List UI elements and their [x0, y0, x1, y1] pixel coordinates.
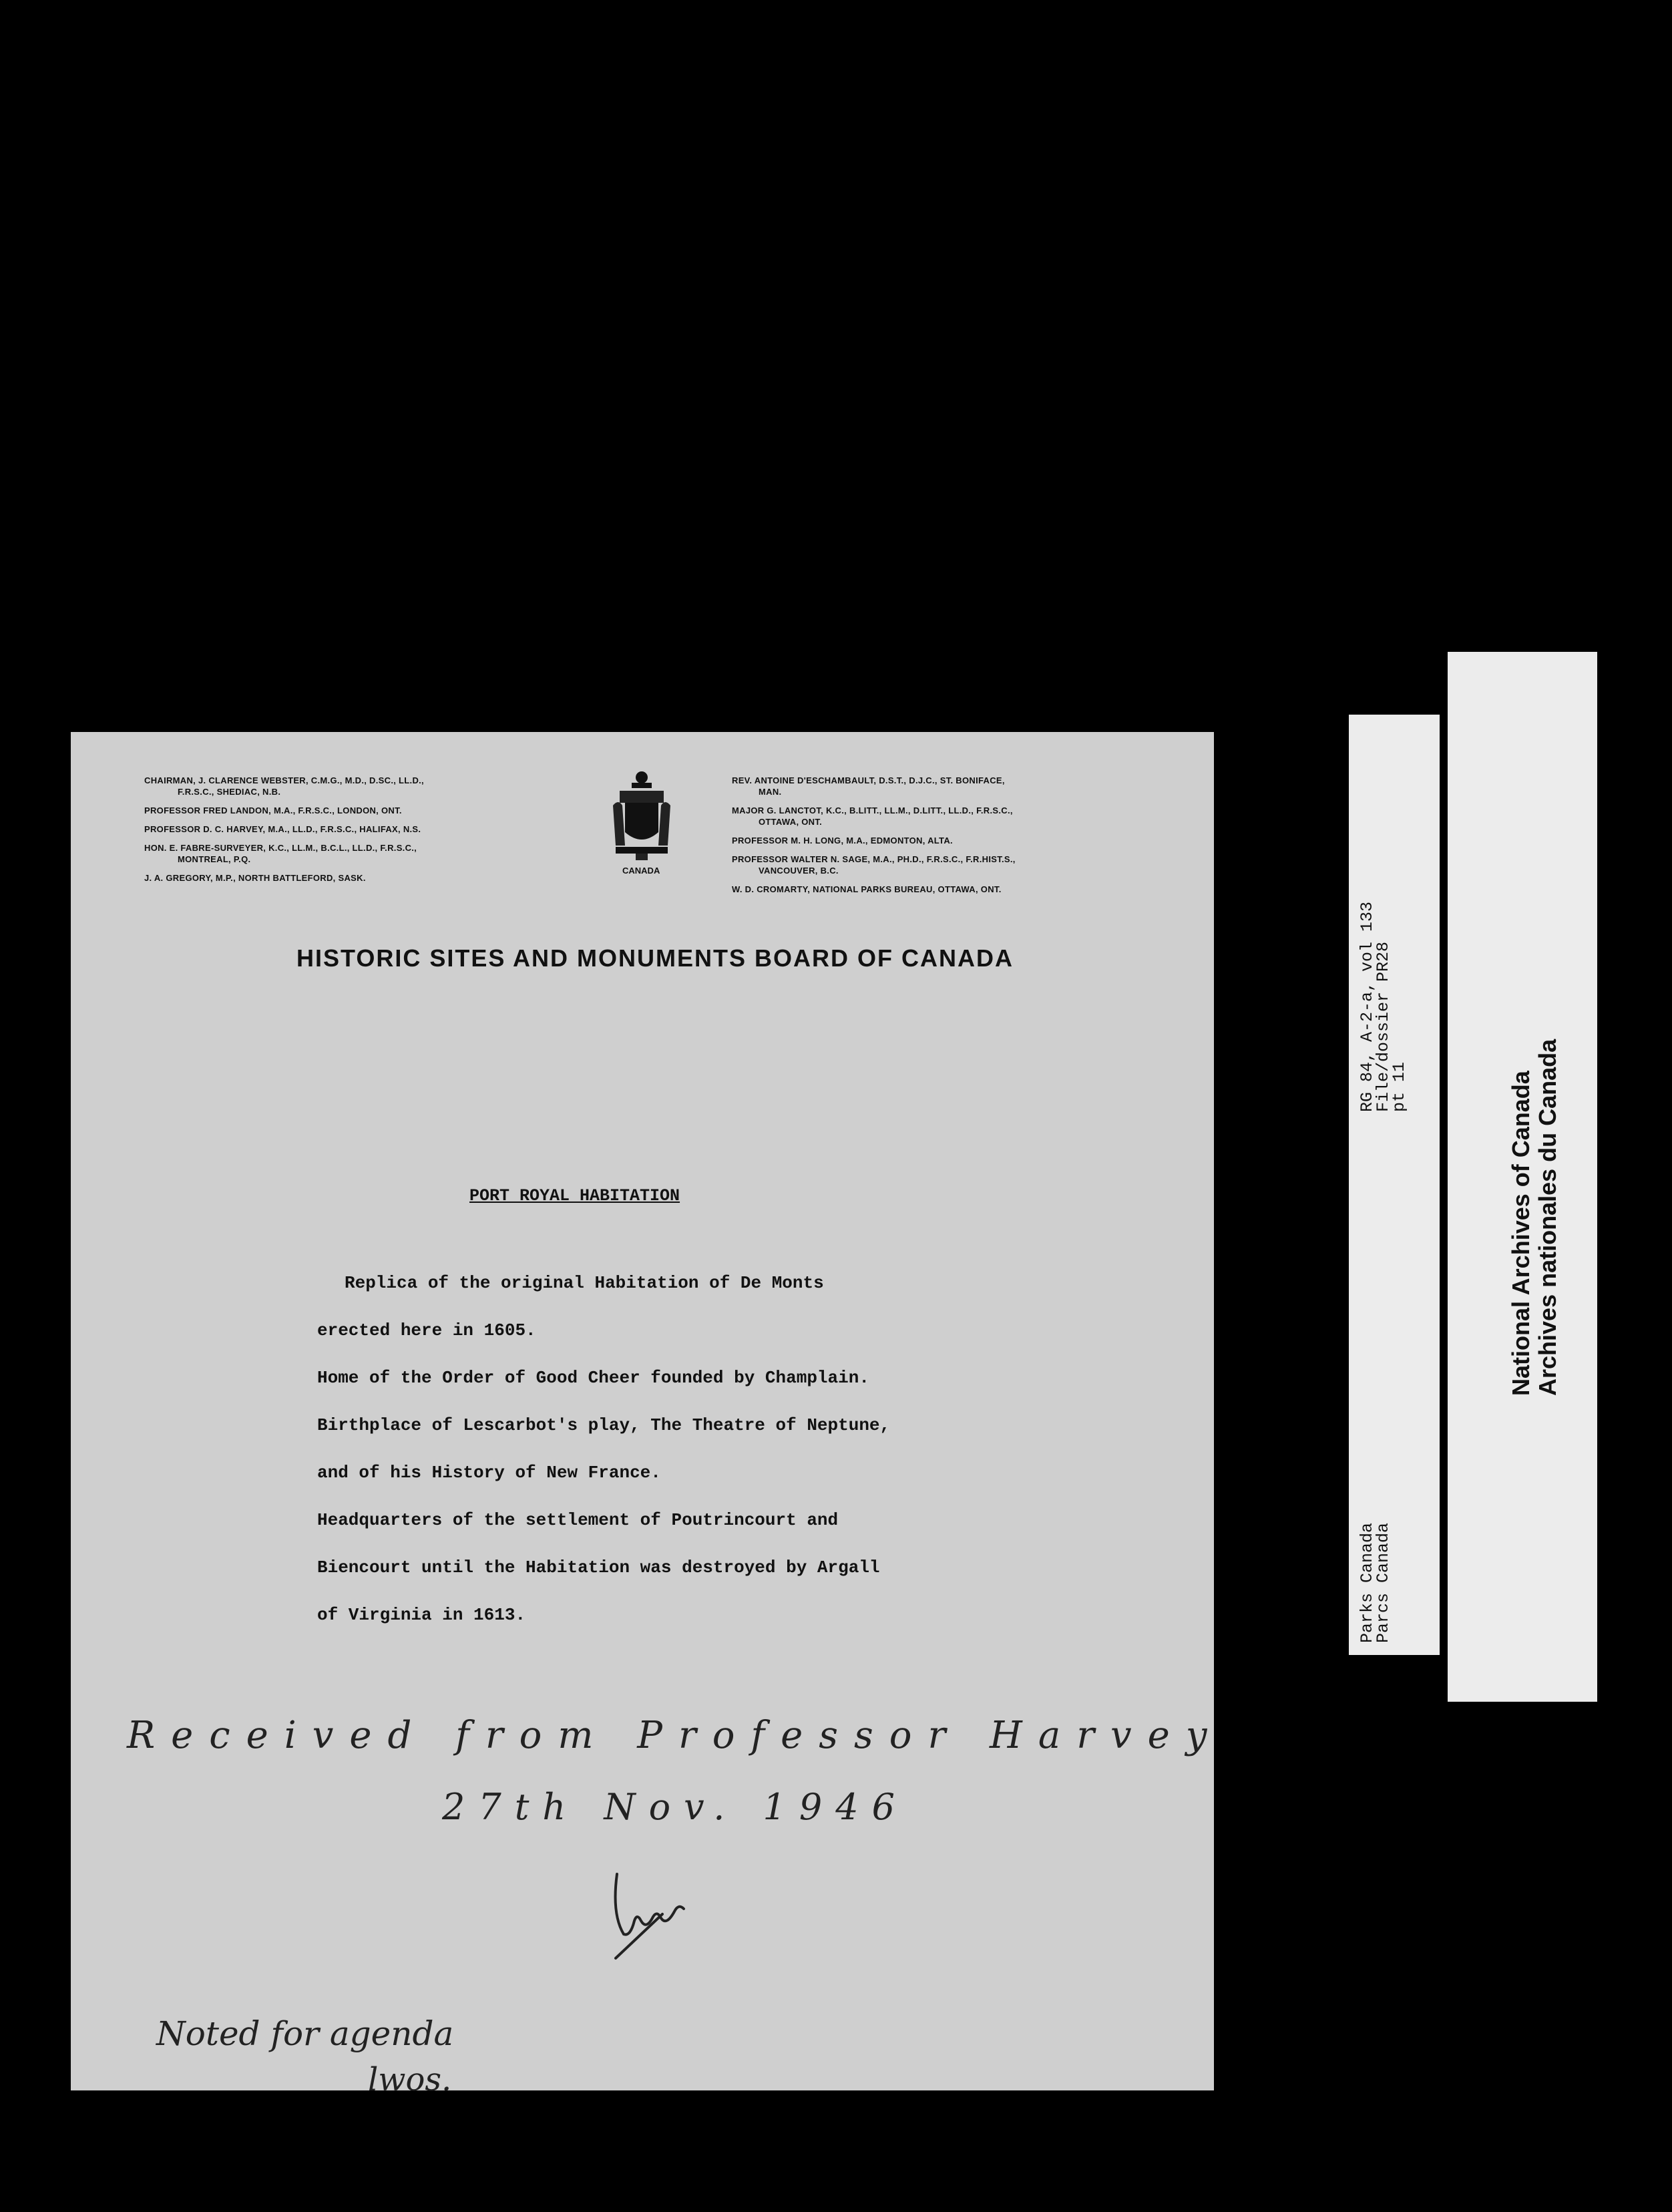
member-line: F.R.S.C., SHEDIAC, N.B. [178, 787, 281, 797]
institution-text [1508, 1039, 1561, 1396]
archive-reference-label [1349, 715, 1440, 1655]
inscription-line: Headquarters of the settlement of Poutrincourt and [317, 1510, 839, 1530]
member-line: PROFESSOR D. C. HARVEY, M.A., LL.D., F.R.S.C., HALIFAX, N.S. [144, 824, 421, 834]
member-line: MONTREAL, P.Q. [178, 854, 251, 864]
reference-line: File/dossier PR28 [1374, 941, 1393, 1112]
member-line: PROFESSOR FRED LANDON, M.A., F.R.S.C., LONDON, ONT. [144, 805, 402, 815]
plaque-title: PORT ROYAL HABITATION [469, 1186, 680, 1206]
reference-line: pt 11 [1390, 1061, 1409, 1112]
archive-reference-text [1357, 901, 1409, 1112]
handwritten-received-note: Received from Professor Harvey [127, 1714, 1223, 1757]
member-line: OTTAWA, ONT. [759, 817, 823, 827]
member-line: PROFESSOR WALTER N. SAGE, M.A., PH.D., F.R.S.C., F.R.HIST.S., [732, 854, 1016, 864]
crest-label: CANADA [622, 866, 660, 876]
letterhead-members-left [144, 775, 424, 884]
inscription-line: Home of the Order of Good Cheer founded by Champlain. [317, 1368, 869, 1388]
handwritten-date: 27th Nov. 1946 [442, 1786, 908, 1828]
member-line: J. A. GREGORY, M.P., NORTH BATTLEFORD, SASK. [144, 873, 366, 883]
agency-line: Parks Canada [1357, 1522, 1377, 1643]
inscription-line: Replica of the original Habitation of De Monts [345, 1273, 824, 1293]
letter-page [71, 732, 1223, 2098]
reference-line: RG 84, A-2-a, vol 133 [1357, 901, 1377, 1112]
plaque-inscription [317, 1260, 890, 1639]
member-line: VANCOUVER, B.C. [759, 866, 839, 876]
member-line: REV. ANTOINE D'ESCHAMBAULT, D.S.T., D.J.C., ST. BONIFACE, [732, 775, 1005, 785]
member-line: MAN. [759, 787, 782, 797]
inscription-line: of Virginia in 1613. [317, 1605, 526, 1625]
handwritten-note-initials: lwos. [368, 2061, 452, 2098]
coat-of-arms-icon [612, 768, 672, 862]
letterhead-members-right [732, 775, 1016, 895]
inscription-line: erected here in 1605. [317, 1320, 536, 1340]
member-line: PROFESSOR M. H. LONG, M.A., EDMONTON, ALTA. [732, 836, 953, 846]
institution-line: Archives nationales du Canada [1534, 1039, 1561, 1396]
institution-line: National Archives of Canada [1507, 1071, 1534, 1396]
member-line: CHAIRMAN, J. CLARENCE WEBSTER, C.M.G., M.D., D.SC., LL.D., [144, 775, 424, 785]
member-line: W. D. CROMARTY, NATIONAL PARKS BUREAU, OTTAWA, ONT. [732, 884, 1002, 894]
board-title: HISTORIC SITES AND MONUMENTS BOARD OF CANADA [296, 944, 1014, 972]
agency-line: Parcs Canada [1374, 1522, 1393, 1643]
agency-text [1357, 1522, 1393, 1643]
inscription-line: Biencourt until the Habitation was destroyed by Argall [317, 1557, 880, 1578]
inscription-line: Birthplace of Lescarbot's play, The Theatre of Neptune, [317, 1415, 891, 1435]
inscription-line: and of his History of New France. [317, 1463, 661, 1483]
member-line: HON. E. FABRE-SURVEYER, K.C., LL.M., B.C.L., LL.D., F.R.S.C., [144, 843, 417, 853]
handwritten-initials-signature [604, 1867, 704, 1961]
handwritten-agenda-note: Noted for agenda [156, 2014, 454, 2053]
member-line: MAJOR G. LANCTOT, K.C., B.LITT., LL.M., D.LITT., LL.D., F.R.S.C., [732, 805, 1013, 815]
